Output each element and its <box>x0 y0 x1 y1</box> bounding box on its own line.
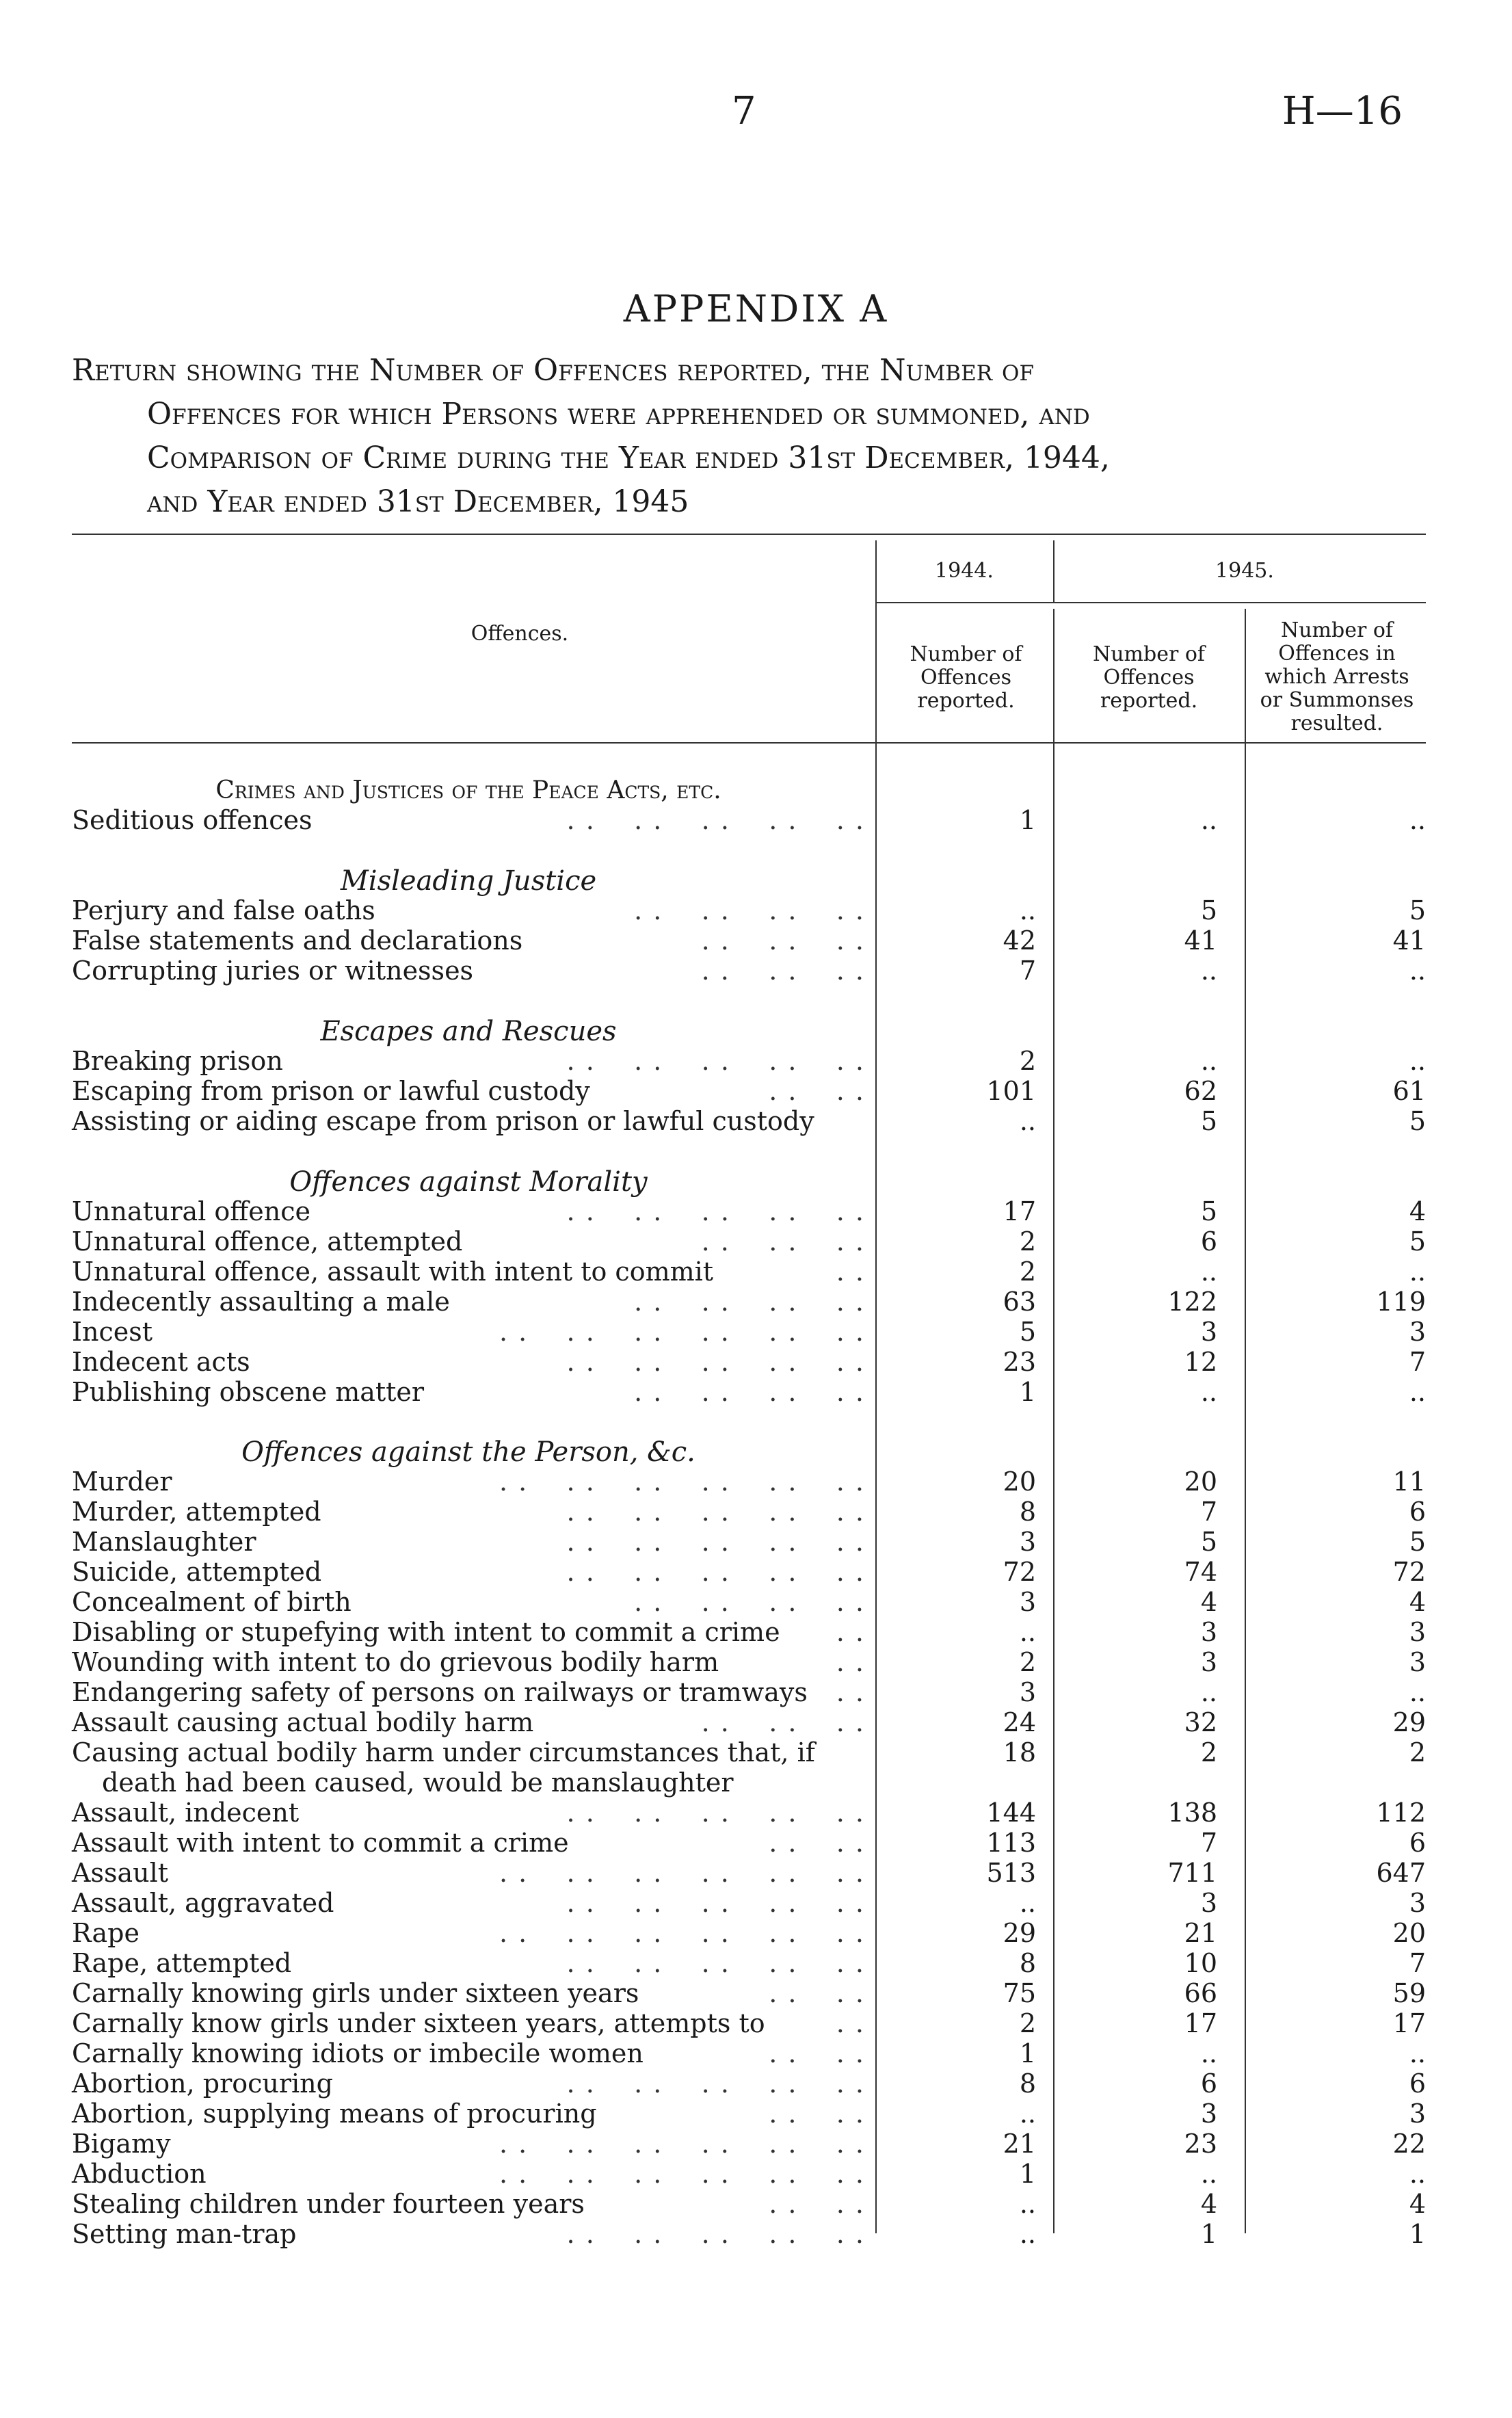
reported-1945: 7 <box>1200 1828 1217 1858</box>
reported-1945: .. <box>1200 1257 1217 1287</box>
offence-label: Manslaughter <box>72 1527 256 1557</box>
table-row <box>72 1978 1433 2008</box>
arrests-1945: 5 <box>1409 895 1426 925</box>
reported-1945: 62 <box>1184 1076 1217 1106</box>
reported-1945: 3 <box>1200 1888 1217 1918</box>
reported-1944: 72 <box>1003 1557 1036 1587</box>
reported-1944: 2 <box>1019 1226 1036 1257</box>
arrests-1945: 72 <box>1392 1557 1426 1587</box>
reported-1945: 6 <box>1200 1226 1217 1257</box>
arrests-1945: 29 <box>1392 1707 1426 1737</box>
offence-label: Stealing children under fourteen years <box>72 2189 585 2219</box>
reported-1945: 711 <box>1167 1858 1217 1888</box>
arrests-1945: .. <box>1409 1257 1426 1287</box>
offence-label: Corrupting juries or witnesses <box>72 956 474 986</box>
arrests-1945: .. <box>1409 805 1426 835</box>
arrests-1945: 4 <box>1409 1587 1426 1617</box>
offence-label: Assault, indecent <box>72 1798 300 1828</box>
table-top-rule <box>72 534 1426 535</box>
year-1945-header: 1945. <box>1215 559 1274 583</box>
column-divider <box>1053 540 1055 602</box>
reported-1944: .. <box>1019 895 1036 925</box>
table-row <box>72 956 1433 986</box>
title-line: and Year ended 31st December, 1945 <box>147 484 689 519</box>
leader-dots: . . . . . . . . . . <box>566 1497 865 1527</box>
table-row <box>72 895 1433 925</box>
reported-1944: 8 <box>1019 1497 1036 1527</box>
reported-1944: 21 <box>1003 2129 1036 2159</box>
reported-1945: .. <box>1200 2038 1217 2068</box>
col-reported-1944-header: Number of Offences reported. <box>910 642 1022 713</box>
offence-label: Murder <box>72 1467 172 1497</box>
arrests-1945: 22 <box>1392 2129 1426 2159</box>
reported-1945: .. <box>1200 805 1217 835</box>
offence-label: Carnally knowing idiots or imbecile women <box>72 2038 644 2068</box>
offence-label: Indecent acts <box>72 1347 250 1377</box>
arrests-1945: .. <box>1409 956 1426 986</box>
reported-1945: 32 <box>1184 1707 1217 1737</box>
offence-label: Assault, aggravated <box>72 1888 334 1918</box>
arrests-1945: .. <box>1409 2159 1426 2189</box>
leader-dots: . . . . . . . . <box>634 1377 865 1407</box>
leader-dots: . . <box>836 1647 865 1677</box>
offence-label: Disabling or stupefying with intent to commit a crime <box>72 1617 780 1647</box>
reported-1944: 29 <box>1003 1918 1036 1948</box>
leader-dots: . . . . . . . . . . <box>566 1888 865 1918</box>
reported-1945: 2 <box>1200 1737 1217 1767</box>
reported-1944: 144 <box>986 1798 1036 1828</box>
table-row <box>72 1828 1433 1858</box>
arrests-1945: 3 <box>1409 2099 1426 2129</box>
year-rule <box>875 602 1426 603</box>
arrests-1945: 6 <box>1409 1828 1426 1858</box>
table-row <box>72 1617 1433 1647</box>
return-title <box>72 349 1426 524</box>
leader-dots: . . . . . . . . . . . . <box>499 1858 865 1888</box>
title-line: Return showing the Number of Offences reported, the Number of <box>72 353 1034 388</box>
reported-1945: 122 <box>1167 1287 1217 1317</box>
table-row <box>72 2219 1433 2249</box>
arrests-1945: 3 <box>1409 1647 1426 1677</box>
arrests-1945: 20 <box>1392 1918 1426 1948</box>
reported-1945: 5 <box>1200 1196 1217 1226</box>
section-heading: Escapes and Rescues <box>320 1016 617 1047</box>
offence-label: Assault <box>72 1858 168 1888</box>
reported-1944: .. <box>1019 1888 1036 1918</box>
table-row <box>72 1798 1433 1828</box>
table-row <box>72 2159 1433 2189</box>
leader-dots: . . . . . . . . . . <box>566 1046 865 1076</box>
reported-1944: 3 <box>1019 1677 1036 1707</box>
offence-label: Abortion, procuring <box>72 2068 333 2099</box>
table-row <box>72 1647 1433 1677</box>
leader-dots: . . . . . . . . <box>634 1587 865 1617</box>
arrests-1945: 7 <box>1409 1347 1426 1377</box>
table-row <box>72 1076 1433 1106</box>
title-line: Offences for which Persons were apprehended or summoned, and <box>147 397 1090 432</box>
arrests-1945: 61 <box>1392 1076 1426 1106</box>
offence-label: Carnally knowing girls under sixteen years <box>72 1978 639 2008</box>
table-row <box>72 1377 1433 1407</box>
reported-1944: 113 <box>986 1828 1036 1858</box>
reported-1944: 2 <box>1019 1046 1036 1076</box>
table-row <box>72 805 1433 835</box>
leader-dots: . . . . . . . . . . <box>566 1948 865 1978</box>
offence-label: Abduction <box>72 2159 207 2189</box>
arrests-1945: 59 <box>1392 1978 1426 2008</box>
arrests-1945: 112 <box>1376 1798 1426 1828</box>
reported-1944: 8 <box>1019 2068 1036 2099</box>
offence-label: Unnatural offence, attempted <box>72 1226 463 1257</box>
table-row <box>72 1046 1433 1076</box>
arrests-1945: 5 <box>1409 1226 1426 1257</box>
arrests-1945: 2 <box>1409 1737 1426 1767</box>
offences-column-header: Offences. <box>470 622 569 646</box>
offence-label: Assault with intent to commit a crime <box>72 1828 569 1858</box>
leader-dots: . . . . <box>769 1828 865 1858</box>
reported-1945: .. <box>1200 1377 1217 1407</box>
leader-dots: . . . . . . . . . . <box>566 2219 865 2249</box>
appendix-title: APPENDIX A <box>623 287 889 330</box>
table-row <box>72 1888 1433 1918</box>
arrests-1945: 7 <box>1409 1948 1426 1978</box>
reported-1944: 8 <box>1019 1948 1036 1978</box>
reported-1945: 4 <box>1200 1587 1217 1617</box>
table-row <box>72 1497 1433 1527</box>
arrests-1945: 3 <box>1409 1888 1426 1918</box>
section-heading: Offences against Morality <box>289 1166 648 1198</box>
reported-1944: .. <box>1019 2099 1036 2129</box>
arrests-1945: 4 <box>1409 1196 1426 1226</box>
table-row <box>72 1707 1433 1737</box>
offence-label: Unnatural offence, assault with intent to commit <box>72 1257 714 1287</box>
reported-1945: 21 <box>1184 1918 1217 1948</box>
arrests-1945: 3 <box>1409 1317 1426 1347</box>
leader-dots: . . . . . . <box>701 1707 865 1737</box>
table-row <box>72 1106 1433 1136</box>
reported-1944: 3 <box>1019 1527 1036 1557</box>
table-row <box>72 925 1433 956</box>
table-row <box>72 1557 1433 1587</box>
leader-dots: . . <box>836 1677 865 1707</box>
reported-1944: .. <box>1019 1106 1036 1136</box>
reported-1944: 1 <box>1019 2159 1036 2189</box>
table-row <box>72 1587 1433 1617</box>
arrests-1945: .. <box>1409 1046 1426 1076</box>
header-bottom-rule <box>72 742 1426 744</box>
arrests-1945: 6 <box>1409 2068 1426 2099</box>
leader-dots: . . . . . . <box>701 1226 865 1257</box>
table-row <box>72 2038 1433 2068</box>
offence-label: Rape, attempted <box>72 1948 292 1978</box>
offence-label: Suicide, attempted <box>72 1557 322 1587</box>
reported-1944: 42 <box>1003 925 1036 956</box>
offence-label: Breaking prison <box>72 1046 283 1076</box>
offence-label: Setting man-trap <box>72 2219 297 2249</box>
page-number: 7 <box>732 89 756 133</box>
arrests-1945: 3 <box>1409 1617 1426 1647</box>
reported-1944: 101 <box>986 1076 1036 1106</box>
reported-1945: 5 <box>1200 1106 1217 1136</box>
col-arrests-1945-header: Number of Offences in which Arrests or Summonses resulted. <box>1260 618 1414 735</box>
leader-dots: . . . . . . . . . . <box>566 1347 865 1377</box>
leader-dots: . . <box>836 2008 865 2038</box>
offence-label: Perjury and false oaths <box>72 895 375 925</box>
arrests-1945: 17 <box>1392 2008 1426 2038</box>
table-row <box>72 1677 1433 1707</box>
offence-label: Abortion, supplying means of procuring <box>72 2099 597 2129</box>
table-row <box>72 1858 1433 1888</box>
table-row <box>72 2008 1433 2038</box>
leader-dots: . . . . . . . . . . . . <box>499 2129 865 2159</box>
reported-1945: 74 <box>1184 1557 1217 1587</box>
table-row <box>72 2129 1433 2159</box>
leader-dots: . . . . <box>769 2189 865 2219</box>
offence-label: Rape <box>72 1918 140 1948</box>
offence-label: False statements and declarations <box>72 925 523 956</box>
leader-dots: . . . . <box>769 1076 865 1106</box>
offence-label: Assisting or aiding escape from prison or lawful custody <box>72 1106 814 1136</box>
leader-dots: . . . . . . . . . . <box>566 1196 865 1226</box>
leader-dots: . . . . . . . . . . . . <box>499 1317 865 1347</box>
arrests-1945: 5 <box>1409 1527 1426 1557</box>
arrests-1945: 119 <box>1376 1287 1426 1317</box>
reported-1944: 63 <box>1003 1287 1036 1317</box>
reported-1945: 5 <box>1200 895 1217 925</box>
leader-dots: . . . . <box>769 2038 865 2068</box>
leader-dots: . . . . . . . . . . <box>566 1798 865 1828</box>
table-row <box>72 1196 1433 1226</box>
reported-1945: .. <box>1200 1677 1217 1707</box>
reported-1944: 1 <box>1019 1377 1036 1407</box>
leader-dots: . . . . <box>769 2099 865 2129</box>
reported-1945: 17 <box>1184 2008 1217 2038</box>
leader-dots: . . <box>836 1257 865 1287</box>
table-row <box>72 1257 1433 1287</box>
arrests-1945: 6 <box>1409 1497 1426 1527</box>
section-heading: Offences against the Person, &c. <box>241 1436 695 1468</box>
reported-1944: 17 <box>1003 1196 1036 1226</box>
offence-label: Causing actual bodily harm under circumstances that, if <box>72 1737 815 1767</box>
offence-label: Seditious offences <box>72 805 313 835</box>
arrests-1945: 647 <box>1376 1858 1426 1888</box>
reported-1944: 23 <box>1003 1347 1036 1377</box>
reported-1944: 3 <box>1019 1587 1036 1617</box>
reported-1944: 7 <box>1019 956 1036 986</box>
reported-1945: 20 <box>1184 1467 1217 1497</box>
reported-1944: 24 <box>1003 1707 1036 1737</box>
reported-1944: .. <box>1019 2189 1036 2219</box>
offence-label: Incest <box>72 1317 153 1347</box>
reported-1944: 2 <box>1019 1257 1036 1287</box>
arrests-1945: .. <box>1409 1677 1426 1707</box>
reported-1944: 75 <box>1003 1978 1036 2008</box>
leader-dots: . . . . . . . . . . . . <box>499 1467 865 1497</box>
reported-1944: .. <box>1019 1617 1036 1647</box>
reported-1945: 3 <box>1200 1317 1217 1347</box>
reported-1944: 5 <box>1019 1317 1036 1347</box>
table-row <box>72 1527 1433 1557</box>
reported-1945: 138 <box>1167 1798 1217 1828</box>
leader-dots: . . . . . . . . . . . . <box>499 1918 865 1948</box>
arrests-1945: 4 <box>1409 2189 1426 2219</box>
reported-1944: 1 <box>1019 2038 1036 2068</box>
reported-1944: 1 <box>1019 805 1036 835</box>
offence-label: Assault causing actual bodily harm <box>72 1707 534 1737</box>
reported-1945: 6 <box>1200 2068 1217 2099</box>
reported-1945: .. <box>1200 1046 1217 1076</box>
offence-label: Bigamy <box>72 2129 171 2159</box>
reported-1945: 66 <box>1184 1978 1217 2008</box>
offence-label: Unnatural offence <box>72 1196 311 1226</box>
reported-1945: .. <box>1200 956 1217 986</box>
leader-dots: . . . . . . . . . . <box>566 1527 865 1557</box>
year-1944-header: 1944. <box>935 559 994 583</box>
leader-dots: . . . . . . <box>701 956 865 986</box>
offence-label: Escaping from prison or lawful custody <box>72 1076 590 1106</box>
section-heading: Misleading Justice <box>340 865 597 897</box>
reported-1945: 3 <box>1200 2099 1217 2129</box>
table-row <box>72 1287 1433 1317</box>
table-row <box>72 1226 1433 1257</box>
reported-1944: 20 <box>1003 1467 1036 1497</box>
offence-label: Wounding with intent to do grievous bodily harm <box>72 1647 719 1677</box>
table-row <box>72 2099 1433 2129</box>
reported-1944: .. <box>1019 2219 1036 2249</box>
reported-1945: 7 <box>1200 1497 1217 1527</box>
offence-label: Publishing obscene matter <box>72 1377 425 1407</box>
col-reported-1945-header: Number of Offences reported. <box>1092 642 1206 713</box>
reported-1945: 12 <box>1184 1347 1217 1377</box>
table-row <box>72 2189 1433 2219</box>
offence-label: Concealment of birth <box>72 1587 352 1617</box>
offence-label: Murder, attempted <box>72 1497 321 1527</box>
table-row <box>72 1347 1433 1377</box>
reported-1944: 513 <box>986 1858 1036 1888</box>
leader-dots: . . . . . . . . . . <box>566 805 865 835</box>
table-row <box>72 1317 1433 1347</box>
reported-1944: 18 <box>1003 1737 1036 1767</box>
arrests-1945: 11 <box>1392 1467 1426 1497</box>
reported-1945: 10 <box>1184 1948 1217 1978</box>
reported-1944: 2 <box>1019 2008 1036 2038</box>
document-reference: H—16 <box>1282 89 1403 133</box>
section-heading: Crimes and Justices of the Peace Acts, etc. <box>215 776 721 804</box>
table-row <box>72 1737 1433 1798</box>
reported-1944: 2 <box>1019 1647 1036 1677</box>
reported-1945: 4 <box>1200 2189 1217 2219</box>
arrests-1945: 41 <box>1392 925 1426 956</box>
table-row <box>72 1918 1433 1948</box>
offence-label: Indecently assaulting a male <box>72 1287 450 1317</box>
leader-dots: . . . . . . . . . . <box>566 1557 865 1587</box>
title-line: Comparison of Crime during the Year ended 31st December, 1944, <box>147 441 1110 475</box>
leader-dots: . . . . . . . . <box>634 1287 865 1317</box>
reported-1945: 5 <box>1200 1527 1217 1557</box>
offence-label-continued: death had been caused, would be manslaughter <box>102 1767 734 1798</box>
arrests-1945: 5 <box>1409 1106 1426 1136</box>
table-row <box>72 1467 1433 1497</box>
reported-1945: 41 <box>1184 925 1217 956</box>
leader-dots: . . <box>836 1617 865 1647</box>
leader-dots: . . . . . . <box>701 925 865 956</box>
leader-dots: . . . . . . . . . . . . <box>499 2159 865 2189</box>
arrests-1945: .. <box>1409 1377 1426 1407</box>
offence-label: Carnally know girls under sixteen years, attempts to <box>72 2008 765 2038</box>
reported-1945: 23 <box>1184 2129 1217 2159</box>
leader-dots: . . . . <box>769 1978 865 2008</box>
reported-1945: 1 <box>1200 2219 1217 2249</box>
reported-1945: 3 <box>1200 1617 1217 1647</box>
leader-dots: . . . . . . . . . . <box>566 2068 865 2099</box>
arrests-1945: .. <box>1409 2038 1426 2068</box>
table-row <box>72 1948 1433 1978</box>
offence-label: Endangering safety of persons on railways or tramways <box>72 1677 808 1707</box>
table-row <box>72 2068 1433 2099</box>
leader-dots: . . . . . . . . <box>634 895 865 925</box>
reported-1945: 3 <box>1200 1647 1217 1677</box>
reported-1945: .. <box>1200 2159 1217 2189</box>
arrests-1945: 1 <box>1409 2219 1426 2249</box>
